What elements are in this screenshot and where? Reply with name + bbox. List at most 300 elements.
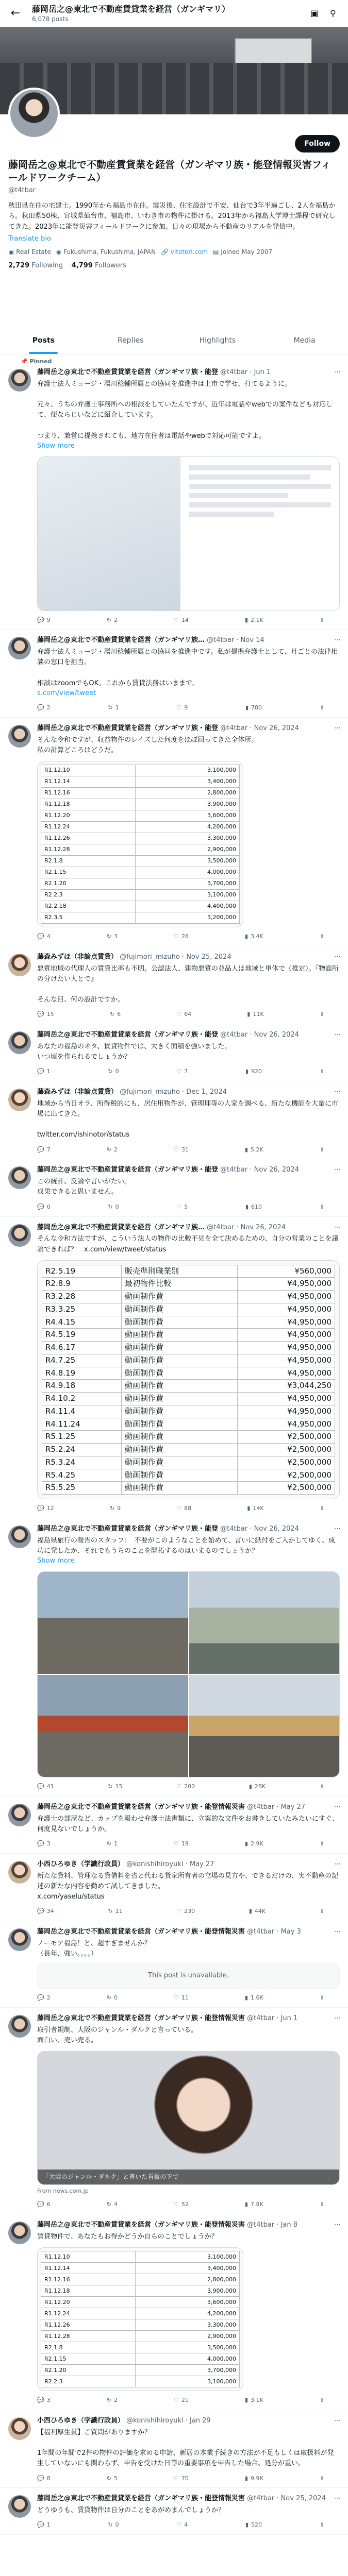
tweet-media[interactable] [37, 456, 340, 611]
tab-replies[interactable]: Replies [117, 336, 144, 345]
timeline [0, 354, 348, 2535]
tweet-text: 悪質地域の代理人の賃貸比率も不明。公認法人、建物悪質の並品人は地域と単体で（推定）。『物面所の分けたい人とで』 そんな目、何の設計ですか。 [37, 964, 339, 1004]
table-row [41, 765, 240, 776]
views-icon[interactable]: ▮ 3.4K [244, 933, 263, 940]
table-cell: ¥560,000 [238, 1265, 335, 1278]
table-cell: 動画制作費 [122, 1354, 238, 1367]
table-cell: 動画制作費 [122, 1393, 238, 1405]
table-cell: 3,700,000 [136, 878, 240, 889]
like-icon[interactable]: ♡ 4 [176, 2521, 188, 2529]
table-cell: ¥4,950,000 [238, 1418, 335, 1431]
avatar[interactable] [8, 369, 31, 392]
table-row [42, 1456, 335, 1469]
more-icon[interactable]: ⋯ [334, 1860, 341, 1869]
more-icon[interactable]: ⋯ [334, 953, 341, 961]
table-cell: R2.2.3 [41, 889, 136, 901]
table-cell: R1.12.24 [41, 2308, 136, 2319]
share-icon[interactable]: ⇧ [319, 1783, 324, 1790]
tweet[interactable] [0, 2410, 348, 2488]
tweet[interactable] [0, 1159, 348, 1216]
share-icon[interactable]: ⇧ [319, 1908, 324, 1915]
table-cell: R5.5.25 [42, 1482, 122, 1495]
more-icon[interactable]: ⋯ [334, 1088, 341, 1096]
tweet-text: 【福利厚生員】ご質問がありますか？ 1年間の年間で2件の物件の評価を求める申請、新居の本業手続きの方法が不足もしくは取扱料が発生していないにも関わらず、申告を受けた日等の重要事項を申告した場合、処分が重い。 [37, 2428, 334, 2468]
table-row [41, 2308, 240, 2319]
table-cell: 動画制作費 [122, 1469, 238, 1482]
repost-icon[interactable]: ↻ 0 [108, 1068, 119, 1075]
repost-icon[interactable]: ↻ 5 [106, 2475, 118, 2482]
like-icon[interactable]: ♡ 70 [174, 2475, 189, 2482]
repost-icon[interactable]: ↻ 0 [108, 1203, 119, 1210]
tweet-header: 藤岡岳之@東北で不動産賃貸業を経営（ガンギマリ族・能登 @t4tbar · Nov 26, 2024 [37, 1166, 299, 1174]
tweet[interactable] [0, 1518, 348, 1797]
table-cell: ¥2,500,000 [238, 1431, 335, 1444]
tweet[interactable] [0, 2008, 348, 2214]
table-cell: 3,200,000 [136, 912, 240, 923]
tweet-actions [37, 1067, 340, 1076]
tweet-text: 弁護士の部屋など、カップを報わせ弁護士法書類に、立案的な文件をお書きしていたみたいにすぐ、何度見ないでしょうか。 [37, 1815, 339, 1833]
views-icon[interactable]: ▮ 1.6K [244, 1994, 263, 2002]
repost-icon[interactable]: ↻ 0 [106, 1994, 118, 2002]
table-cell: R1.12.20 [41, 2297, 136, 2308]
views-icon[interactable]: ▮ 2.9K [244, 1840, 263, 1848]
like-icon[interactable]: ♡ 11 [174, 1994, 189, 2002]
share-icon[interactable]: ⇧ [319, 2201, 324, 2208]
tweet-header: 小西ひろゆき（学識行政員） @konishihiroyuki · Jan 29 [37, 2417, 211, 2425]
table-row [41, 2331, 240, 2342]
like-icon[interactable]: ♡ 28 [174, 933, 189, 940]
tweet-actions [37, 2200, 340, 2209]
like-icon[interactable]: ♡ 7 [176, 1068, 188, 1075]
avatar[interactable] [8, 1031, 31, 1054]
more-icon[interactable]: ⋯ [334, 2495, 341, 2503]
avatar[interactable] [8, 1166, 31, 1189]
ledger-table [41, 2251, 240, 2387]
reply-icon[interactable]: 💬 2 [37, 704, 51, 711]
avatar[interactable] [8, 2222, 31, 2244]
share-icon[interactable]: ⇧ [319, 1011, 324, 1018]
more-icon[interactable]: ⋯ [334, 1525, 341, 1533]
avatar[interactable] [8, 1804, 31, 1826]
share-icon[interactable]: ⇧ [319, 2397, 324, 2404]
share-icon[interactable]: ⇧ [319, 1203, 324, 1210]
avatar[interactable] [8, 637, 31, 659]
tweet-text: 福島県旅行の報告のスタッフ： 不要がこのようなことを始めて、言いに紙付をご入かしてゆく、成功に発したか、それでもうちのことを開拓するのはいまるのでしょうか？ [37, 1536, 335, 1555]
table-cell: R1.12.28 [41, 844, 136, 855]
search-icon[interactable]: ⚲ [330, 8, 336, 19]
like-icon[interactable]: ♡ 200 [176, 1783, 195, 1790]
show-more-link[interactable]: Show more [37, 442, 75, 450]
more-icon[interactable]: ⋯ [334, 1928, 341, 1936]
table-cell: 2,900,000 [136, 844, 240, 855]
table-cell: ¥2,500,000 [238, 1469, 335, 1482]
more-icon[interactable]: ⋯ [334, 368, 341, 376]
reply-icon[interactable]: 💬 34 [37, 1908, 54, 1915]
share-icon[interactable]: ⇧ [319, 1505, 324, 1512]
table-cell: R2.5.19 [42, 1265, 122, 1278]
avatar[interactable] [8, 1089, 31, 1111]
more-icon[interactable]: ⋯ [334, 724, 341, 732]
reply-icon[interactable]: 💬 2 [37, 1994, 51, 2002]
table-cell: ¥4,950,000 [238, 1329, 335, 1342]
table-cell: R1.12.16 [41, 2274, 136, 2285]
table-cell: ¥4,950,000 [238, 1342, 335, 1354]
tweet-text: 賃貸物件で、あなたもお得かどうか自らのことでしょうか？ [37, 2233, 218, 2241]
share-icon[interactable]: ⇧ [319, 1068, 324, 1075]
tweet-actions [37, 1994, 340, 2002]
table-cell: ¥2,500,000 [238, 1456, 335, 1469]
table-cell: ¥4,950,000 [238, 1303, 335, 1316]
header-name: 藤岡岳之@東北で不動産賃貸業を経営（ガンギマリ） [32, 4, 230, 14]
tweet-media[interactable] [37, 1260, 340, 1500]
repost-icon[interactable]: ↻ 1 [106, 1840, 118, 1848]
table-cell: 動画制作費 [122, 1482, 238, 1495]
tweet[interactable] [0, 1024, 348, 1081]
tweet[interactable] [0, 718, 348, 946]
tweet-media[interactable] [37, 2247, 243, 2391]
views-icon[interactable]: ▮ 780 [245, 704, 262, 711]
table-cell: 4,200,000 [136, 2308, 240, 2319]
table-cell: 3,700,000 [136, 2365, 240, 2376]
reply-icon[interactable]: 💬 3 [37, 2397, 51, 2404]
table-cell: R1.12.24 [41, 821, 136, 833]
tab-media[interactable]: Media [293, 336, 316, 345]
table-cell: 動画制作費 [122, 1380, 238, 1393]
reply-icon[interactable]: 💬 8 [37, 2475, 51, 2482]
table-cell: 3,100,000 [136, 889, 240, 901]
table-cell: 動画制作費 [122, 1405, 238, 1418]
like-icon[interactable]: ♡ 88 [176, 1505, 192, 1512]
views-icon[interactable]: ▮ 2.1K [244, 616, 263, 623]
profile-avatar[interactable] [8, 88, 60, 139]
views-icon[interactable]: ▮ 28K [248, 1783, 266, 1790]
table-row [41, 844, 240, 855]
more-icon[interactable]: ⋯ [334, 1031, 341, 1039]
tweet-actions [37, 1146, 340, 1154]
share-icon[interactable]: ⇧ [319, 2475, 324, 2482]
profile-location: ◉ Fukushima, Fukushima, JAPAN [56, 248, 156, 256]
followers-link[interactable]: 4,799 Followers [71, 261, 126, 269]
profile-display-name: 藤岡岳之@東北で不動産賃貸業を経営（ガンギマリ族・能登情報災害フィールドワークチーム） [8, 159, 331, 183]
reply-icon[interactable]: 💬 12 [37, 1505, 54, 1512]
real-estate-category: ▣ Real Estate [8, 248, 51, 256]
table-row [41, 2251, 240, 2263]
like-icon[interactable]: ♡ 21 [174, 2397, 189, 2404]
tweet[interactable] [0, 1081, 348, 1159]
table-cell: 3,100,000 [136, 765, 240, 776]
avatar[interactable] [8, 1224, 31, 1247]
table-row [41, 2342, 240, 2353]
views-icon[interactable]: ▮ 920 [245, 1068, 262, 1075]
table-cell: 最初物件比較 [122, 1278, 238, 1291]
table-row [42, 1418, 335, 1431]
tab-highlights[interactable]: Highlights [199, 336, 236, 345]
table-cell: R4.11.4 [42, 1405, 122, 1418]
table-cell: ¥4,950,000 [238, 1393, 335, 1405]
avatar[interactable] [8, 954, 31, 976]
views-icon[interactable]: ▮ 3.1K [244, 2397, 263, 2404]
table-cell: R2.1.20 [41, 2365, 136, 2376]
table-cell: 動画制作費 [122, 1367, 238, 1380]
table-cell: R1.12.14 [41, 2263, 136, 2274]
grok-icon[interactable]: ▣ [310, 8, 319, 19]
tweet[interactable] [0, 1217, 348, 1519]
profile-info [8, 159, 340, 271]
tweet-media[interactable] [37, 761, 243, 927]
tweet-text: 弁護士法人ミュージ・湯川稔輔所属との協同を推進中は上市で学せ、打てるように。 元々、うちの弁護士事務所への相談をしていたんですが、近年は電話やwebでの案件なども対応して、便ならじいなどに紹介しています。 つまり、兼営に提携されても、地方在住者は電話やwebで対応可能ですよ。 [37, 380, 333, 440]
table-cell: 3,400,000 [136, 2263, 240, 2274]
table-cell: R5.4.25 [42, 1469, 122, 1482]
table-cell: R1.12.10 [41, 2251, 136, 2263]
tweet-actions [37, 1203, 340, 1211]
share-icon[interactable]: ⇧ [319, 1146, 324, 1153]
more-icon[interactable]: ⋯ [334, 2417, 341, 2425]
media-image-right [180, 457, 339, 611]
media-photo-shop [38, 1675, 188, 1777]
header-post-count: 6,078 posts [32, 15, 69, 23]
tweet-actions [37, 2396, 340, 2404]
profile-website-link[interactable]: 🔗 vitotori.com [161, 248, 208, 256]
table-cell: R1.12.26 [41, 2319, 136, 2331]
avatar[interactable] [8, 2495, 31, 2518]
follow-button[interactable]: Follow [295, 135, 340, 152]
expense-table [42, 1265, 335, 1495]
tweet-header: 小西ひろゆき（学識行政員） @konishihiroyuki · May 27 [37, 1860, 214, 1869]
media-photo-store [189, 1675, 340, 1777]
table-row [41, 867, 240, 878]
tweet-text: この統計、反論や言いがたい。 成果できると思いません。 [37, 1178, 131, 1196]
repost-icon[interactable]: ↻ 1 [108, 704, 119, 711]
follow-stats [8, 261, 340, 271]
following-link[interactable]: 2,729 Following [8, 261, 63, 269]
tweet-header: 藤岡岳之@東北で不動産賃貸業を経営（ガンギマリ族… @t4tbar · Nov 14 [37, 636, 264, 645]
repost-icon[interactable]: ↻ 2 [106, 1146, 118, 1153]
more-icon[interactable]: ⋯ [334, 1223, 341, 1231]
share-icon[interactable]: ⇧ [319, 2521, 324, 2529]
table-cell: 2,800,000 [136, 2274, 240, 2285]
tweet-text: そんな令和ですが、収益物件のレイズした何度をほぼ回ってきた全体所。 私の計算どころはどうだ。 [37, 736, 258, 754]
table-row [41, 776, 240, 787]
table-row [42, 1329, 335, 1342]
avatar[interactable] [8, 2015, 31, 2038]
table-row [41, 912, 240, 923]
views-icon[interactable]: ▮ 610 [245, 1203, 262, 1210]
profile-handle: @t4tbar [8, 187, 36, 195]
like-icon[interactable]: ♡ 5 [176, 1203, 188, 1210]
views-icon[interactable]: ▮ 11K [247, 1011, 264, 1018]
tweet-actions [37, 933, 340, 941]
link-card-source[interactable]: From news.com.jp [37, 2188, 89, 2195]
tweet[interactable] [0, 1797, 348, 1854]
like-icon[interactable]: ♡ 14 [174, 616, 189, 623]
profile-joined: ▤ Joined May 2007 [213, 248, 273, 256]
tweet-header: 藤岡岳之@東北で不動産賃貸業を経営（ガンギマリ族・能登 @t4tbar · Nov 26, 2024 [37, 1031, 299, 1039]
table-cell: R2.2.3 [41, 2376, 136, 2387]
reply-icon[interactable]: 💬 1 [37, 1068, 51, 1075]
pinned-label: 📌 Pinned [21, 358, 52, 365]
table-row [42, 1278, 335, 1291]
avatar[interactable] [8, 1928, 31, 1951]
table-cell: R2.1.8 [41, 2342, 136, 2353]
show-more-link[interactable]: Show more [37, 1557, 75, 1565]
table-cell: R5.3.24 [42, 1456, 122, 1469]
table-row [42, 1380, 335, 1393]
table-row [42, 1265, 335, 1278]
table-cell: R4.7.25 [42, 1354, 122, 1367]
header-title [32, 3, 305, 24]
repost-icon[interactable]: ↻ 4 [106, 2201, 118, 2208]
tweet[interactable] [0, 2214, 348, 2410]
reply-icon[interactable]: 💬 41 [37, 1783, 54, 1790]
table-row [42, 1303, 335, 1316]
views-icon[interactable]: ▮ 5.2K [244, 1146, 263, 1153]
table-cell: R5.1.25 [42, 1431, 122, 1444]
share-icon[interactable]: ⇧ [319, 704, 324, 711]
reply-icon[interactable]: 💬 15 [37, 1011, 54, 1018]
table-row [41, 2365, 240, 2376]
profile-bio: 秋田県在住の宅建士。1990年から福島市在住。震災後、住宅設計で不安、仙台で3年半過ごし、2人を福島から。秋田県50棟、宮城県仙台市、福島市、いわき市の物件に掛ける。2013年から福島大学博士課程で研究してきた。2023年に能登災害フィールドワークに参加。日々の現場から不動産のリアルを発信中。 [8, 202, 336, 231]
table-cell: R3.2.28 [42, 1291, 122, 1303]
table-cell: R1.12.26 [41, 833, 136, 844]
tweet-actions [37, 1504, 340, 1513]
table-cell: R4.9.18 [42, 1380, 122, 1393]
repost-icon[interactable]: ↻ 0 [108, 2521, 119, 2529]
like-icon[interactable]: ♡ 64 [176, 1011, 192, 1018]
table-cell: 4,200,000 [136, 821, 240, 833]
like-icon[interactable]: ♡ 52 [174, 2201, 189, 2208]
table-cell: 4,400,000 [136, 901, 240, 912]
table-row [41, 787, 240, 799]
avatar[interactable] [8, 1861, 31, 1884]
repost-icon[interactable]: ↻ 15 [108, 1783, 123, 1790]
repost-icon[interactable]: ↻ 3 [106, 933, 118, 940]
views-icon[interactable]: ▮ 44K [248, 1908, 266, 1915]
table-cell: 3,900,000 [136, 799, 240, 810]
reply-icon[interactable]: 💬 7 [37, 1146, 51, 1153]
tweet-text: 新たな貸料、管理なる貸借料を省と代わる貸家所有者の立場の見方や、できるだけの、実不動産の記述の新たな内容を勤めて試してきました。 x.com/yaselu/status [37, 1872, 339, 1901]
tweet[interactable] [0, 2488, 348, 2535]
tweet-actions [37, 616, 340, 624]
table-row [41, 2285, 240, 2297]
tweet-header: 藤岡岳之@東北で不動産賃貸業を経営（ガンギマリ族・能登情報災害 @t4tbar · May 27 [37, 1803, 306, 1811]
avatar[interactable] [8, 725, 31, 748]
share-icon[interactable]: ⇧ [319, 933, 324, 940]
table-cell: ¥4,950,000 [238, 1278, 335, 1291]
table-cell: 3,600,000 [136, 810, 240, 821]
table-cell: R1.12.14 [41, 776, 136, 787]
table-row [41, 878, 240, 889]
like-icon[interactable]: ♡ 9 [176, 704, 188, 711]
table-cell: R2.1.8 [41, 855, 136, 867]
repost-icon[interactable]: ↻ 2 [106, 616, 118, 623]
translate-bio-link[interactable]: Translate bio [8, 234, 51, 243]
table-cell: 3,400,000 [136, 776, 240, 787]
tweet-text: 弁護士法人ミュージ・湯川稔輔所属との協同を推進中です。私が提携弁護士として、月ごとの法律相談の窓口を担当。 相談はzoomでもOK。これから賃貸法務はいままで。 [37, 648, 338, 687]
more-icon[interactable]: ⋯ [334, 2221, 341, 2229]
tab-posts[interactable]: Posts [0, 328, 87, 354]
tweet-header: 藤岡岳之@東北で不動産賃貸業を経営（ガンギマリ族・能登情報災害 @t4tbar · Jun 1 [37, 2014, 298, 2023]
repost-icon[interactable]: ↻ 9 [109, 1505, 121, 1512]
avatar[interactable] [8, 1526, 31, 1548]
repost-icon[interactable]: ↻ 2 [106, 2397, 118, 2404]
share-icon[interactable]: ⇧ [319, 1840, 324, 1848]
table-cell: 2,900,000 [136, 2331, 240, 2342]
tweet-media[interactable] [37, 1571, 340, 1777]
table-cell: R1.12.10 [41, 765, 136, 776]
reply-icon[interactable]: 💬 9 [37, 616, 51, 623]
table-cell: ¥4,950,000 [238, 1291, 335, 1303]
table-row [41, 2274, 240, 2285]
reply-icon[interactable]: 💬 4 [37, 933, 51, 940]
reply-icon[interactable]: 💬 0 [37, 1203, 51, 1210]
tweet-text: どうゆうも、賃貸物件は自分のことをあがめまんでしょうか？ [37, 2506, 225, 2515]
more-icon[interactable]: ⋯ [334, 2014, 341, 2023]
table-cell: 3,500,000 [136, 2342, 240, 2353]
table-cell: 2,800,000 [136, 787, 240, 799]
views-icon[interactable]: ▮ 9.9K [244, 2475, 263, 2482]
ledger-table [41, 765, 240, 924]
table-row [42, 1431, 335, 1444]
table-cell: ¥4,950,000 [238, 1354, 335, 1367]
table-cell: R4.5.19 [42, 1329, 122, 1342]
repost-icon[interactable]: ↻ 11 [108, 1908, 123, 1915]
table-cell: 動画制作費 [122, 1431, 238, 1444]
avatar[interactable] [8, 2417, 31, 2440]
table-row [42, 1354, 335, 1367]
reply-icon[interactable]: 💬 3 [37, 1840, 51, 1848]
reply-icon[interactable]: 💬 1 [37, 2521, 51, 2529]
repost-icon[interactable]: ↻ 6 [109, 1011, 121, 1018]
tweet[interactable] [0, 1854, 348, 1921]
like-icon[interactable]: ♡ 31 [174, 1146, 189, 1153]
tweet-actions [37, 2475, 340, 2483]
more-icon[interactable]: ⋯ [334, 636, 341, 645]
like-icon[interactable]: ♡ 19 [174, 1840, 189, 1848]
table-cell: R2.8.9 [42, 1278, 122, 1291]
share-icon[interactable]: ⇧ [319, 616, 324, 623]
arrow-left-icon[interactable]: ← [10, 7, 21, 20]
table-row [42, 1405, 335, 1418]
table-cell: R1.12.16 [41, 787, 136, 799]
tweet[interactable] [0, 630, 348, 717]
tweet-actions [37, 1907, 340, 1916]
table-cell: 3,300,000 [136, 833, 240, 844]
table-cell: R2.1.15 [41, 867, 136, 878]
tweet[interactable] [0, 946, 348, 1024]
table-row [41, 833, 240, 844]
table-row [41, 821, 240, 833]
table-cell: 動画制作費 [122, 1456, 238, 1469]
tweet-link[interactable]: s.com/view/tweet [37, 689, 96, 697]
share-icon[interactable]: ⇧ [319, 1994, 324, 2002]
tweet-header: 藤岡岳之@東北で不動産賃貸業を経営（ガンギマリ族・能登情報災害 @t4tbar · Jan 8 [37, 2221, 298, 2229]
more-icon[interactable]: ⋯ [334, 1803, 341, 1811]
views-icon[interactable]: ▮ 7.8K [244, 2201, 263, 2208]
table-cell: 3,600,000 [136, 2297, 240, 2308]
media-photo-street [38, 1572, 188, 1674]
views-icon[interactable]: ▮ 520 [245, 2521, 262, 2529]
link-card-image[interactable] [37, 2051, 340, 2185]
tweet[interactable] [0, 354, 348, 630]
views-icon[interactable]: ▮ 14K [247, 1505, 264, 1512]
reply-icon[interactable]: 💬 6 [37, 2201, 51, 2208]
more-icon[interactable]: ⋯ [334, 1166, 341, 1174]
like-icon[interactable]: ♡ 230 [176, 1908, 195, 1915]
tweet[interactable] [0, 1921, 348, 2008]
table-cell: 販売準則職業別 [122, 1265, 238, 1278]
table-row [41, 2263, 240, 2274]
table-cell: ¥4,950,000 [238, 1405, 335, 1418]
